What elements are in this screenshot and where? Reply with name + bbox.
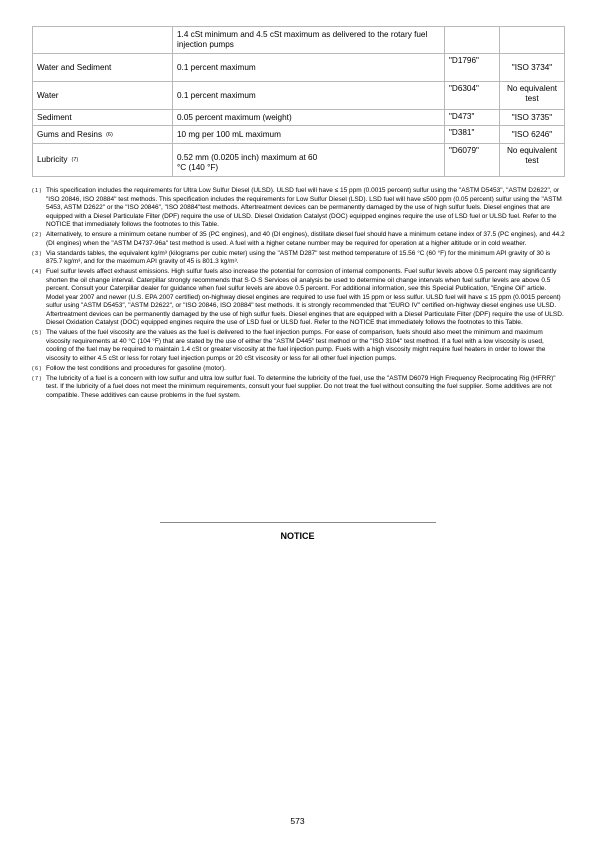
divider [160, 522, 436, 523]
table-row [33, 82, 565, 110]
footnote [32, 329, 565, 363]
astm-cell [445, 27, 500, 54]
footnote-ref: (7) [71, 157, 79, 163]
property-cell [33, 82, 173, 110]
requirement-cell: 0.1 percent maximum [173, 82, 445, 110]
table-row [33, 54, 565, 82]
footnote [32, 365, 565, 374]
footnote-number: ( 6 ) [32, 365, 42, 372]
astm-cell: "D473" [445, 110, 500, 126]
requirement-cell: 10 mg per 100 mL maximum [173, 126, 445, 144]
property-cell [33, 126, 173, 144]
footnote-text: This specification includes the requirements for Ultra Low Sulfur Diesel (ULSD). ULSD fuel will have ≤ 15 ppm (0.0015 percent) sulfur using the "ASTM D5453", "ASTM D2622", or "ISO 20846, ISO 20884" test methods. This specification includes the requirements for Low Sulfur Diesel (LSD). LSD fuel will have ≤500 ppm (0.05 percent) sulfur using the "ASTM 5453, ASTM D2622" or the "ISO 20846", "ISO 20884"test methods. Aftertreatment devices can be permanently damaged by the use of high sulfur fuels. Diesel engines that are equipped with a Diesel Particulate Filter (DPF) require the use of ULSD. Diesel Oxidation Catalyst (DOC) equipped engines require the use of LSD fuel or ULSD fuel. Refer to the NOTICE that immediately follows the footnotes to this Table. [46, 187, 562, 229]
property-name: Gums and Resins [37, 129, 103, 139]
property-cell [33, 27, 173, 54]
astm-cell: "D6079" [445, 144, 500, 177]
iso-cell: "ISO 3735" [500, 110, 565, 126]
footnote-number: ( 1 ) [32, 188, 42, 194]
page-number: 573 [290, 816, 305, 826]
footnote-text: The lubricity of a fuel is a concern with low sulfur and ultra low sulfur fuel. To determine the lubricity of the fuel, use the "ASTM D6079 High Frequency Reciprocating Rig (HFRR)" test. If the lubricity of a fuel does not meet the minimum requirements, consult your fuel supplier. Do not treat the fuel without consulting the fuel supplier. Some additives are not compatible. These additives can cause problems in the fuel system. [46, 374, 556, 399]
property-name: Water and Sediment [37, 62, 112, 72]
requirement-cell: 0.1 percent maximum [173, 54, 445, 82]
property-cell [33, 144, 173, 177]
notice-heading: NOTICE [280, 531, 315, 541]
footnote-text: The values of the fuel viscosity are the values as the fuel is delivered to the fuel injection pumps. For ease of comparison, fuels should also meet the minimum and maximum viscosity requirements at 40 °C (104 °F) that are stated by the use of either the "ASTM D445" test method or the "ISO 3104" test method. If a fuel with a low viscosity is used, cooling of the fuel may be required to maintain 1.4 cSt or greater viscosity at the fuel injection pump. Fuels with a high viscosity might require fuel heaters in order to lower the viscosity to either 4.5 cSt or less for rotary fuel injection pumps or 20 cSt viscosity or less for all other fuel injection pumps. [46, 329, 546, 363]
property-name: Sediment [37, 112, 72, 122]
iso-cell: "ISO 6246" [500, 126, 565, 144]
property-name: Water [37, 90, 59, 100]
footnotes [32, 187, 565, 402]
footnote [32, 187, 565, 230]
table-row [33, 110, 565, 126]
requirement-cell: 1.4 cSt minimum and 4.5 cSt maximum as delivered to the rotary fuel injection pumps [173, 27, 445, 54]
table-row [33, 27, 565, 54]
footnote-text: Alternatively, to ensure a minimum cetane number of 35 (PC engines), and 40 (DI engines), distillate diesel fuel should have a minimum cetane index of 37.5 (PC engines), and 44.2 (DI engines) when the "ASTM D4737-96a" test method is used. A fuel with a higher cetane number may be required for operation at a higher altitude or in cold weather. [46, 231, 565, 247]
requirement-cell: 0.05 percent maximum (weight) [173, 110, 445, 126]
property-cell [33, 54, 173, 82]
footnote-number: ( 7 ) [32, 375, 42, 382]
fuel-specification-table [32, 26, 565, 177]
footnote-text: Follow the test conditions and procedures for gasoline (motor). [46, 364, 226, 372]
footnote-text: Via standards tables, the equivalent kg/m³ (kilograms per cubic meter) using the "ASTM D287" test method temperature of 15.56 °C (60 °F) for the minimum API gravity of 30 is 875.7 kg/m³, and for the maximum API gravity of 45 is 801.3 kg/m³. [46, 249, 551, 266]
astm-cell: "D1796" [445, 54, 500, 82]
footnote-text: Fuel sulfur levels affect exhaust emissions. High sulfur fuels also increase the potential for corrosion of internal components. Fuel sulfur levels above 0.5 percent may significantly shorten the oil change interval. Caterpillar strongly recommends that S·O·S Services oil analysis be used to determine oil change intervals when fuel sulfur levels are above 0.5 percent. Consult your Caterpillar dealer for guidance when fuel sulfur levels are above 0.5 percent. For additional information, see this Special Publication, "Engine Oil" article. Model year 2007 and newer (U.S. EPA 2007 certified) on-highway diesel engines are required to use fuel with 15 ppm or less sulfur. ULSD fuel will have ≤ 15 ppm (0.0015 percent) sulfur using "ASTM D5453", "ASTM D2622", or "ISO 20846, ISO 20884" test methods. It is strongly recommended that "EURO IV" certified on-highway diesel engines use ULSD. Aftertreatment devices can be permanently damaged by the use of high sulfur fuels. Diesel engines that are equipped with a Diesel Particulate Filter (DPF) require the use of ULSD. Diesel Oxidation Catalyst (DOC) equipped engines require the use of LSD fuel or ULSD fuel. Refer to the NOTICE that immediately follows the footnotes to this Table. [46, 267, 564, 327]
footnote-ref: (6) [106, 131, 113, 138]
table-row [33, 144, 565, 177]
requirement-text: 0.52 mm (0.0205 inch) maximum at 60 °C (140 °F) [177, 153, 318, 172]
footnote [32, 250, 565, 267]
footnote-number: ( 5 ) [32, 330, 42, 337]
astm-cell: "D6304" [445, 82, 500, 110]
requirement-cell [173, 144, 445, 177]
property-cell [33, 110, 173, 126]
table-row [33, 126, 565, 144]
iso-cell [500, 27, 565, 54]
footnote [32, 268, 565, 328]
footnote [32, 375, 565, 401]
footnote-number: ( 2 ) [32, 232, 42, 239]
iso-cell: No equivalent test [500, 82, 565, 110]
astm-cell: "D381" [445, 126, 500, 144]
footnote-number: ( 4 ) [32, 268, 42, 275]
footnote-number: ( 3 ) [32, 250, 42, 257]
property-name: Lubricity [37, 155, 68, 164]
iso-cell: No equivalent test [500, 144, 565, 177]
iso-cell: "ISO 3734" [500, 54, 565, 82]
footnote [32, 231, 565, 248]
